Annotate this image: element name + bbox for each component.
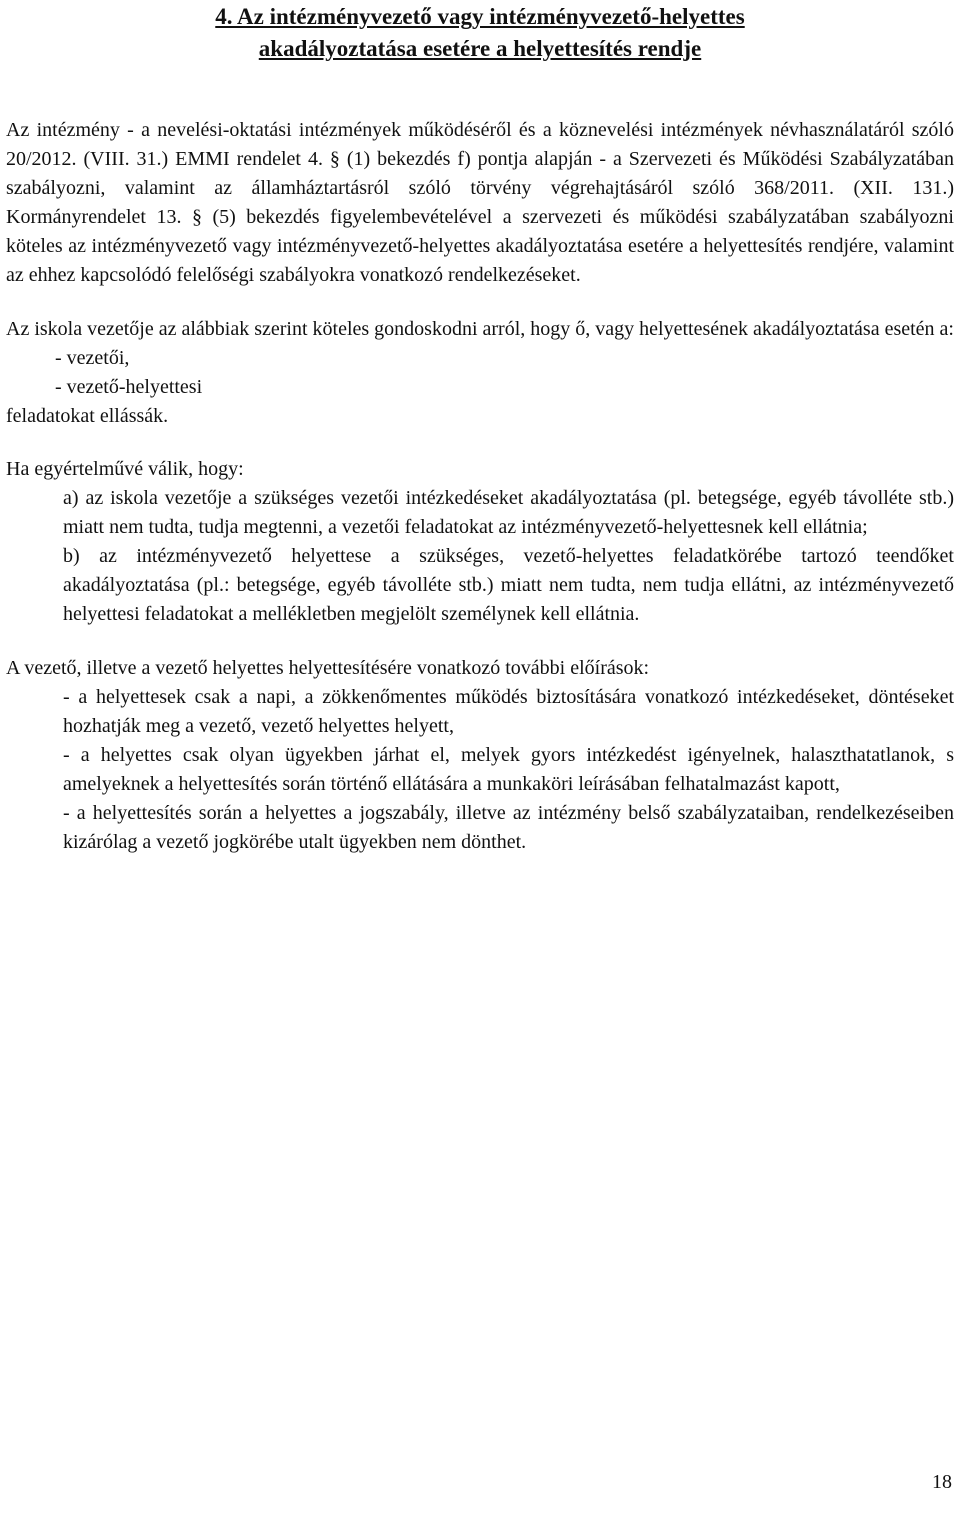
intro-paragraph: Az intézmény - a nevelési-oktatási intézmények működéséről és a köznevelési intézmények névhasználatáról szóló 20/2012. (VIII. 31.) EMMI rendelet 4. § (1) bekezdés f) pontja alapján - a Szervezeti és Működési Szabályzatában szabályozni, valamint az államháztartásról szóló törvény végrehajtásáról szóló 368/2011. (XII. 131.) Kormányrendelet 13. § (5) bekezdés figyelembevételével a szervezeti és működési szabályzatában szabályozni köteles az intézményvezető vagy intézményvezető-helyettes akadályoztatása esetére a helyettesítés rendjére, valamint az ehhez kapcsolódó felelőségi szabályokra vonatkozó rendelkezéseket.: [6, 119, 954, 286]
rules-list-item: - a helyettesek csak a napi, a zökkenőmentes működés biztosítására vonatkozó intézkedéseket, döntéseket hozhatják meg a vezető, vezető helyettes helyett,: [63, 686, 954, 737]
rules-list-item: - a helyettesítés során a helyettes a jogszabály, illetve az intézmény belső szabályzataiban, rendelkezéseiben kizárólag a vezető jogkörébe utalt ügyekben nem dönthet.: [63, 802, 954, 853]
school-lead-paragraph: Az iskola vezetője az alábbiak szerint köteles gondoskodni arról, hogy ő, vagy helyettesének akadályoztatása esetén a:: [6, 318, 954, 340]
section-heading-line-1: 4. Az intézményvezető vagy intézményvezető-helyettes: [215, 4, 745, 29]
clear-list-item-b: b) az intézményvezető helyettese a szükséges, vezető-helyettes feladatkörébe tartozó teendőket akadályoztatása (pl.: betegsége, egyéb távolléte stb.) miatt nem tudta, nem tudja ellátni, az intézményvezető helyettesi feladatokat a mellékletben megjelölt személynek kell ellátnia.: [63, 545, 954, 625]
school-list-item: - vezető-helyettesi: [55, 376, 203, 398]
page-number: 18: [932, 1471, 952, 1493]
document-body: [6, 116, 954, 857]
clear-list-item-a: a) az iskola vezetője a szükséges vezetői intézkedéseket akadályoztatása (pl. betegsége, egyéb távolléte stb.) miatt nem tudta, tudja megtenni, a vezetői feladatokat az intézményvezető-helyettesnek kell ellátnia;: [63, 487, 954, 538]
school-list-item: - vezetői,: [55, 347, 130, 369]
school-tail-paragraph: feladatokat ellássák.: [6, 405, 169, 427]
clear-lead-paragraph: Ha egyértelművé válik, hogy:: [6, 458, 244, 480]
rules-lead-paragraph: A vezető, illetve a vezető helyettes helyettesítésére vonatkozó további előírások:: [6, 657, 650, 679]
section-heading-line-2: akadályoztatása esetére a helyettesítés rendje: [258, 36, 702, 61]
rules-list-item: - a helyettes csak olyan ügyekben járhat el, melyek gyors intézkedést igényelnek, halaszthatatlanok, s amelyeknek a helyettesítés során történő ellátására a munkaköri leírásában felhatalmazást kapott,: [63, 744, 954, 795]
section-heading: [0, 1, 960, 65]
